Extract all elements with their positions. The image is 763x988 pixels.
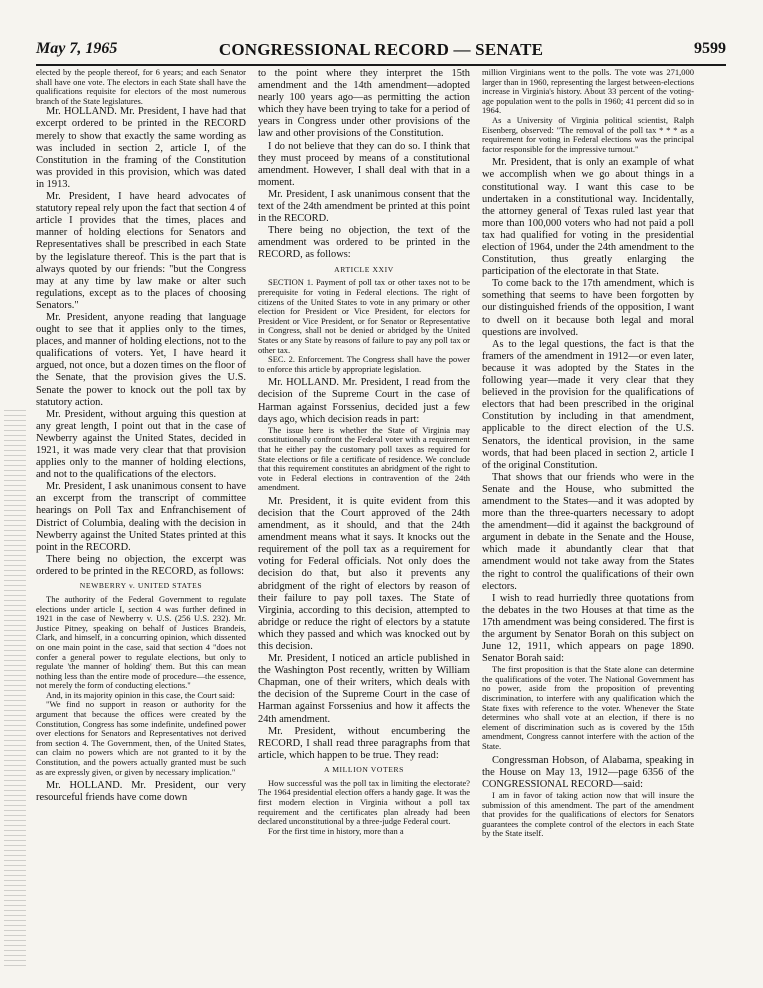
- paragraph: There being no objection, the text of the amendment was ordered to be printed in the RECORD, as follows:: [258, 225, 470, 261]
- paragraph: The first proposition is that the State alone can determine the qualifications of the voter. The National Government has no power, aside from the proposition of preventing discrimination, to interfere with any qualification which the State fixes with reference to the voter. Whenever the State determines who shall vote at an election, if there is no element of discrimination such as is covered by the 15th amendment, Congress cannot interfere with the action of the State.: [482, 664, 694, 752]
- paragraph: million Virginians went to the polls. The vote was 271,000 larger than in 1960, representing the largest between-elections increase in Virginia's history. About 33 percent of the voting-age population went to the polls in 1960; 41 percent did so in 1964.: [482, 67, 694, 116]
- paragraph: Mr. President, I ask unanimous consent that the text of the 24th amendment be printed at this point in the RECORD.: [258, 188, 470, 225]
- column-3: [482, 68, 694, 839]
- paragraph: Mr. HOLLAND. Mr. President, I read from the decision of the Supreme Court in the case of Harman against Forssenius, decided just a few days ago, which decision reads in part:: [258, 377, 470, 425]
- paragraph: Congressman Hobson, of Alabama, speaking in the House on May 13, 1912—page 6356 of the CONGRESSIONAL RECORD—said:: [482, 754, 694, 790]
- margin-scan-marks: [4, 410, 26, 970]
- paragraph: Mr. HOLLAND. Mr. President, I have had that excerpt ordered to be printed in the RECORD merely to show that exactly the same wording as was included in section 2, article I, of the Constitution in the framing of the Constitution was provided in this provision, which was dated in 1913.: [36, 106, 246, 190]
- paragraph: Mr. President, I have heard advocates of statutory repeal rely upon the fact that section 4 of article I provides that the times, places and manner of holding elections for Senators and Representatives shall be prescribed in each State by the legislature thereof. This is the part that is always quoted by our friends: "but the Congress may at any time by law make or alter such regulations, except as to the places of choosing Senators.": [36, 191, 246, 311]
- paragraph: Mr. President, I noticed an article published in the Washington Post recently, written by William Chapman, one of their writers, which deals with the decision of the Supreme Court in the case of Harman against Forssenius and how it affects the 24th amendment.: [258, 653, 470, 725]
- paragraph: I wish to read hurriedly three quotations from the debates in the two Houses at that time as the 17th amendment was being considered. The first is the argument by Senator Borah on this subject on June 12, 1911, which appears on page 1890. Senator Borah said:: [482, 592, 694, 665]
- section-heading: A MILLION VOTERS: [324, 764, 404, 774]
- section-heading: ARTICLE XXIV: [334, 264, 394, 274]
- paragraph: As a University of Virginia political scientist, Ralph Eisenberg, observed: "The removal of the poll tax * * * as a requirement for voting in Federal elections was the principal factor responsible for the impressive turnout.": [482, 114, 694, 154]
- publication-title: CONGRESSIONAL RECORD — SENATE: [218, 40, 544, 59]
- paragraph: SECTION 1. Payment of poll tax or other taxes not to be prerequisite for voting in Federal elections. The right of citizens of the United States to vote in any primary or other election for President or Vice President, for electors for President or Vice President, or for Senator or Representative in Congress, shall not be denied or abridged by the United States or any State by reasons of failure to pay any poll tax or other tax.: [258, 277, 470, 355]
- paragraph: Mr. President, without arguing this question at any great length, I point out that in the case of Newberry against the United States, decided in 1921, it was made very clear that that provision applies only to the manner of holding elections, and not to the qualifications of the electors.: [36, 408, 246, 481]
- paragraph: For the first time in history, more than a: [268, 825, 404, 836]
- paragraph: That shows that our friends who were in the Senate and the House, who submitted the amendment to the States—and it was adopted by more than the three-quarters necessary to adopt the amendment—did it against the background of argument in debate in the Senate and the House, which made it abundantly clear that that amendment would not take away from the States the right to control the qualifications of their own electors.: [482, 471, 694, 592]
- paragraph: As to the legal questions, the fact is that the framers of the amendment in 1912—or even later, because it was adopted by the States in the following year—made it very clear that they believed in the provision for the qualifications of electors that had been prescribed in the original Constitution by including in that amendment, applicable to the direct election of the U.S. Senators, the identical provision, in the same words, that had been placed in section 2, article I of the original Constitution.: [482, 338, 694, 471]
- column-2: [258, 68, 470, 836]
- paragraph: Mr. President, it is quite evident from this decision that the Court approved of the 24th amendment, as it should, and that the 24th amendment means what it says. It knocks out the requirement of the poll tax as a requirement for voting for Federal officials. Not only does the decision do that, but also it prevents any abridgment of the right of electors by reason of their failure to pay poll taxes. The State of Virginia, according to this decision, attempted to abridge or reduce the right of electors by a statute which they passed and which was knocked out by this decision.: [258, 495, 470, 652]
- paragraph: "We find no support in reason or authority for the argument that because the offices were created by the Constitution, Congress has some indefinite, undefined power over elections for Senators and Representatives not derived from section 4. The Government, then, of the United States, can claim no powers which are not granted to it by the Constitution, and the powers actually granted must be such as are expressly given, or given by necessary implication.": [36, 699, 246, 777]
- paragraph: To come back to the 17th amendment, which is something that seems to have been forgotten by our distinguished friends of the opposition, I want to dwell on it because both legal and moral questions are involved.: [482, 278, 694, 338]
- paragraph: Mr. President, without encumbering the RECORD, I shall read three paragraphs from that article, which happen to be true. They read:: [258, 725, 470, 761]
- paragraph: SEC. 2. Enforcement. The Congress shall have the power to enforce this article by appropriate legislation.: [258, 354, 470, 374]
- page-number: 9599: [694, 40, 726, 57]
- paragraph: Mr. President, that is only an example of what we accomplish when we go about things in a constitutional way. I want this case to be undertaken in a constitutional way. Incidentally, the attorney general of Texas ruled last year that more than 100,000 voters who had not paid a poll tax had qualified for voting in the presidential election of 1964, under the 24th amendment to the Constitution, thus greatly enlarging the participation of the electorate in that State.: [482, 157, 694, 278]
- paragraph: I am in favor of taking action now that will insure the submission of this amendment. The part of the amendment that provides for the qualifications of electors for Senators guarantees the complete control of the electors in each State by the State itself.: [482, 789, 694, 839]
- paragraph: The authority of the Federal Government to regulate elections under article I, section 4 was further defined in 1921 in the case of Newberry v. U.S. (256 U.S. 232). Mr. Justice Pitney, speaking on behalf of Justices Brandeis, Clark, and himself, in a concurring opinion, which dissented on one main point in the case, said that section 4 "does not confer a general power to regulate elections, but only to regulate 'the manner of holding' them. But this can mean nothing less than the entire mode of procedure—the essence, not merely the form of conducting elections.": [36, 593, 246, 691]
- paragraph: elected by the people thereof, for 6 years; and each Senator shall have one vote. The electors in each State shall have the qualifications requisite for electors of the most numerous branch of the State legislatures.: [36, 67, 246, 106]
- paragraph: Mr. HOLLAND. Mr. President, our very resourceful friends have come down: [36, 780, 246, 804]
- paragraph: Mr. President, anyone reading that language ought to see that it applies only to the times, places, and manner of holding elections, not to the qualifications of voters. Yet, I have heard it argued, not once, but a dozen times on the floor of the Senate, that the provision gives the U.S. Senate the power to knock out the poll tax by statutory action.: [36, 311, 246, 408]
- paragraph: There being no objection, the excerpt was ordered to be printed in the RECORD, as follows:: [36, 553, 246, 577]
- paragraph: How successful was the poll tax in limiting the electorate? The 1964 presidential election offers a handy gage. It was the first modern election in Virginia without a poll tax requirement and the certificates plan already had been declared unconstitutional by a three-judge Federal court.: [258, 777, 470, 827]
- paragraph: I do not believe that they can do so. I think that they must proceed by means of a constitutional amendment. However, I shall deal with that in a moment.: [258, 140, 470, 188]
- paragraph: And, in its majority opinion in this case, the Court said:: [46, 689, 235, 700]
- paragraph: to the point where they interpret the 15th amendment and the 14th amendment—adopted nearly 100 years ago—as permitting the action which they have been trying to take for a period of years in Congress under other provisions of the law and other provisions of the Constitution.: [258, 68, 470, 140]
- paragraph: The issue here is whether the State of Virginia may constitutionally confront the Federal voter with a requirement that he either pay the customary poll taxes as required for State elections or file a certificate of residence. We conclude that this requirement constitutes an abridgment of the right to vote in Federal elections in contravention of the 24th amendment.: [258, 424, 470, 493]
- section-heading: NEWBERRY v. UNITED STATES: [79, 581, 203, 591]
- page-header: [36, 40, 726, 62]
- paragraph: Mr. President, I ask unanimous consent to have an excerpt from the transcript of committee hearings on Poll Tax and Enfranchisement of District of Columbia, dealing with the decision in Newberry against the United States printed at this point in the RECORD.: [36, 481, 246, 553]
- column-1: [36, 68, 246, 804]
- issue-date: May 7, 1965: [36, 40, 118, 57]
- header-rule: [36, 64, 726, 66]
